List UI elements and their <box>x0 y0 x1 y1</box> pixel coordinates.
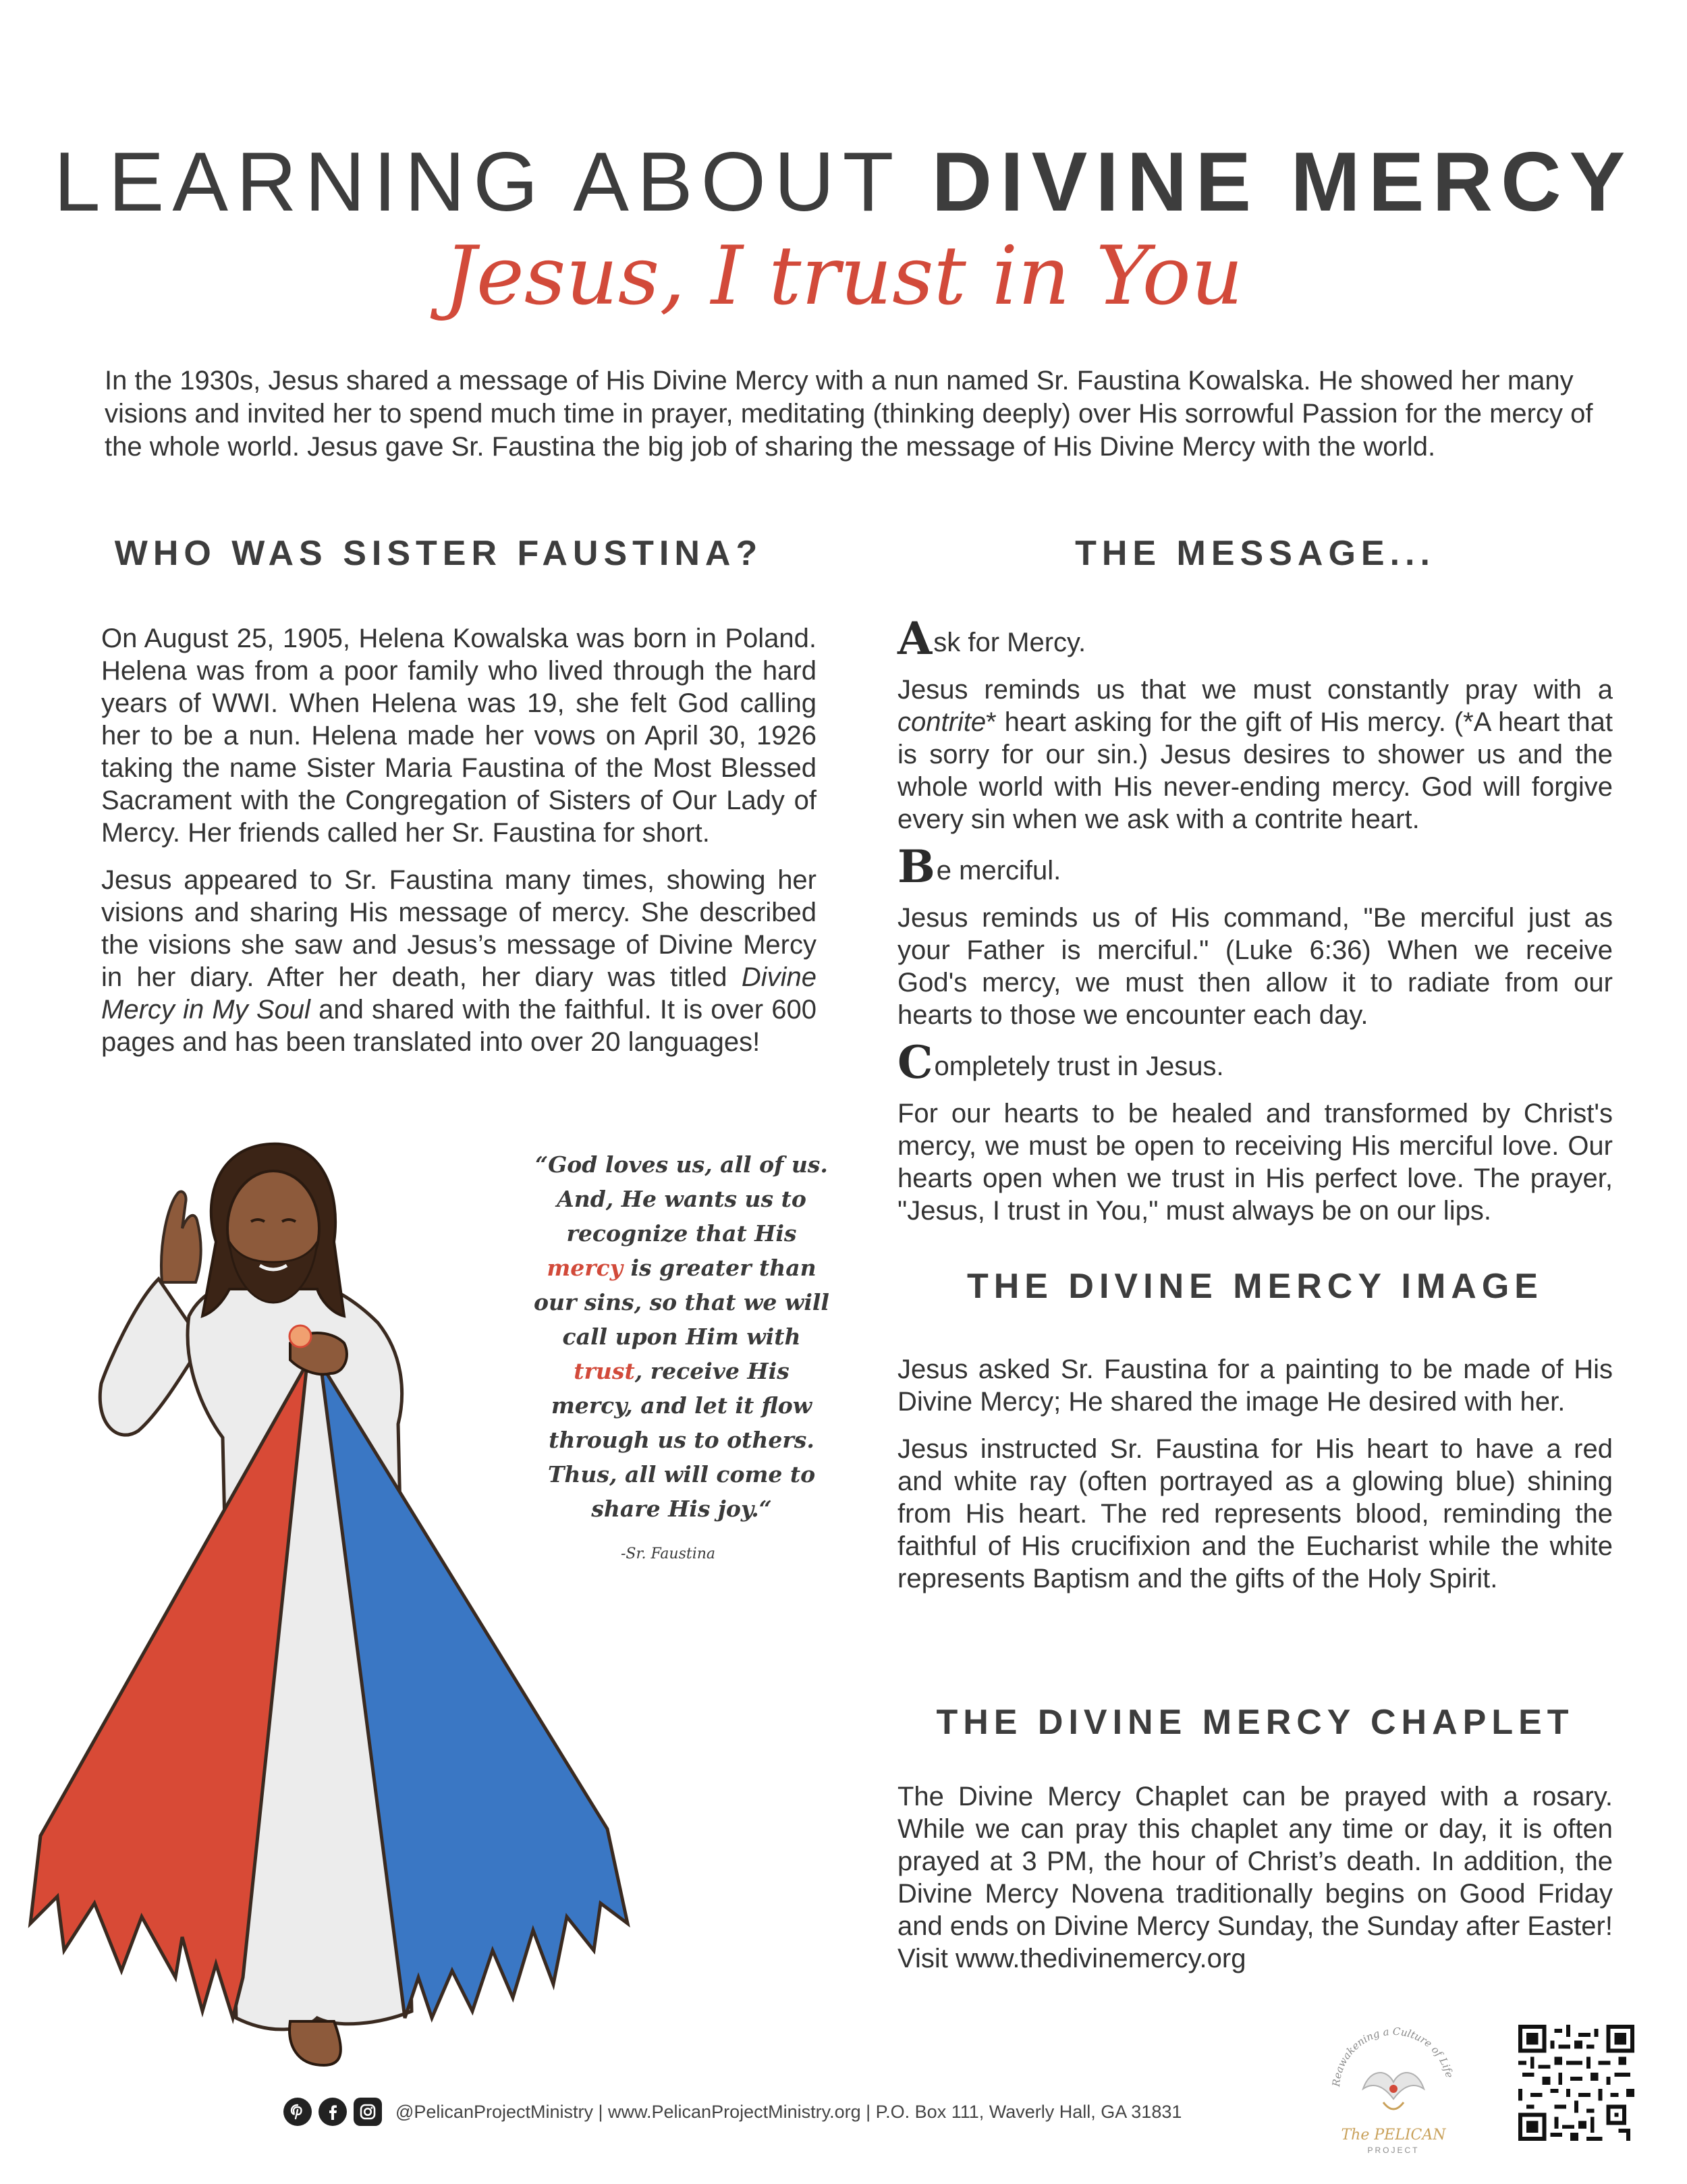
message-c-lead-text: ompletely trust in Jesus. <box>934 1052 1224 1081</box>
diary-title: Divine Mercy in My Soul <box>101 962 817 1025</box>
logo-arc-text: Reawakening a Culture of Life <box>1329 2025 1456 2087</box>
quote-text-1: “God loves us, all of us. And, He wants us to recognize that His <box>535 1151 828 1247</box>
faustina-p2-text-b: and shared with the faithful. It is over 600 pages and has been translated into over 20 languages! <box>101 995 817 1057</box>
message-a-lead-text: sk for Mercy. <box>933 628 1086 657</box>
chaplet-heading: THE DIVINE MERCY CHAPLET <box>936 1703 1574 1742</box>
quote-word-trust: trust <box>574 1358 635 1384</box>
facebook-icon[interactable] <box>319 2098 347 2126</box>
dropcap-a: A <box>897 612 933 665</box>
footer-contact-text: @PelicanProjectMinistry | www.PelicanProjectMinistry.org | P.O. Box 111, Waverly Hall, GA 31831 <box>395 2101 1182 2122</box>
quote-word-mercy: mercy <box>547 1255 623 1281</box>
title-light: LEARNING ABOUT <box>53 136 932 229</box>
heart-icon <box>289 1326 311 1347</box>
pinterest-icon[interactable] <box>283 2098 312 2126</box>
message-heading: THE MESSAGE... <box>1075 534 1435 573</box>
page-title <box>0 135 1687 229</box>
logo-name: The PELICAN <box>1341 2127 1446 2144</box>
message-b-lead-text: e merciful. <box>936 856 1061 885</box>
message-a-lead <box>897 612 1613 665</box>
raised-hand-icon <box>161 1192 201 1282</box>
faustina-paragraph-2 <box>101 864 817 1058</box>
quote-text-2: is greater than our sins, so that we will call upon Him with <box>534 1255 829 1350</box>
chaplet-paragraph: The Divine Mercy Chaplet can be prayed with a rosary. While we can pray this chaplet any time or day, it is often prayed at 3 PM, the hour of Christ’s death. In addition, the Divine Mercy Novena traditionally begins on Good Friday and ends on Divine Mercy Sunday, the Sunday after Easter! Visit www.thedivinemercy.org <box>897 1782 1613 1973</box>
intro-paragraph: In the 1930s, Jesus shared a message of His Divine Mercy with a nun named Sr. Faustina Kowalska. He showed her many visions and invited her to spend much time in prayer, meditating (thinking deeply) over His sorrowful Passion for the mercy of the whole world. Jesus gave Sr. Faustina the big job of sharing the message of His Divine Mercy with the world. <box>105 366 1593 462</box>
image-section <box>897 1353 1613 1610</box>
faustina-section <box>101 622 817 1073</box>
footer <box>283 2095 1182 2129</box>
svg-text:Reawakening a Culture of Life <box>1330 2025 1456 2088</box>
pelican-project-logo <box>1323 2015 1464 2160</box>
qr-code-icon[interactable] <box>1518 2025 1634 2141</box>
pelican-icon <box>1363 2073 1424 2109</box>
faustina-paragraph-1: On August 25, 1905, Helena Kowalska was born in Poland. Helena was from a poor family who lived through the hard years of WWI. When Helena was 19, she felt God calling her to be a nun. Helena made her vows on April 30, 1926 taking the name Sister Maria Faustina of the Most Blessed Sacrament with the Congregation of Sisters of Our Lady of Mercy. Her friends called her Sr. Faustina for short. <box>101 624 817 848</box>
faustina-p2-text-a: Jesus appeared to Sr. Faustina many times, showing her visions and sharing His message of mercy. She described the visions she saw and Jesus’s message of Divine Mercy in her diary. After her death, her diary was titled <box>101 865 817 992</box>
message-c-paragraph: For our hearts to be healed and transformed by Christ's mercy, we must be open to receiving His merciful love. Our hearts open when we trust in His perfect love. The prayer, "Jesus, I trust in You," must always be on our lips. <box>897 1099 1613 1226</box>
faustina-quote <box>533 1147 830 1526</box>
message-b-lead <box>897 840 1613 893</box>
instagram-icon[interactable] <box>354 2098 382 2126</box>
image-paragraph-1: Jesus asked Sr. Faustina for a painting to be made of His Divine Mercy; He shared the image He desired with her. <box>897 1355 1613 1417</box>
quote-text-3: , receive His mercy, and let it flow through us to others. Thus, all will come to share His joy.“ <box>547 1358 816 1522</box>
message-c-lead <box>897 1036 1613 1089</box>
message-a-text-1: Jesus reminds us that we must constantly pray with a <box>897 675 1613 705</box>
message-a-paragraph <box>897 674 1613 836</box>
title-bold: DIVINE MERCY <box>931 136 1634 229</box>
faustina-heading: WHO WAS SISTER FAUSTINA? <box>114 534 763 573</box>
image-paragraph-2: Jesus instructed Sr. Faustina for His heart to have a red and white ray (often portrayed as a glowing blue) shining from His heart. The red represents blood, reminding the faithful of His crucifixion and the Eucharist while the white represents Baptism and the gifts of the Holy Spirit. <box>897 1434 1613 1593</box>
message-a-emphasis: contrite <box>897 707 987 737</box>
chaplet-section <box>897 1780 1613 1990</box>
quote-attribution: -Sr. Faustina <box>620 1546 716 1562</box>
message-section <box>897 612 1613 1242</box>
logo-sub: PROJECT <box>1367 2146 1420 2155</box>
message-a-text-2: * heart asking for the gift of His mercy. (*A heart that is sorry for our sin.) Jesus desires to shower us and the whole world with His never-ending mercy. God will forgive every sin when we ask with a contrite heart. <box>897 707 1613 834</box>
dropcap-b: B <box>897 840 935 893</box>
page-subtitle: Jesus, I trust in You <box>443 229 1244 323</box>
dropcap-c: C <box>897 1036 933 1089</box>
message-b-paragraph: Jesus reminds us of His command, "Be merciful just as your Father is merciful." (Luke 6:36) When we receive God's mercy, we must then allow it to radiate from our hearts to those we encounter each day. <box>897 903 1613 1030</box>
image-heading: THE DIVINE MERCY IMAGE <box>966 1267 1543 1306</box>
